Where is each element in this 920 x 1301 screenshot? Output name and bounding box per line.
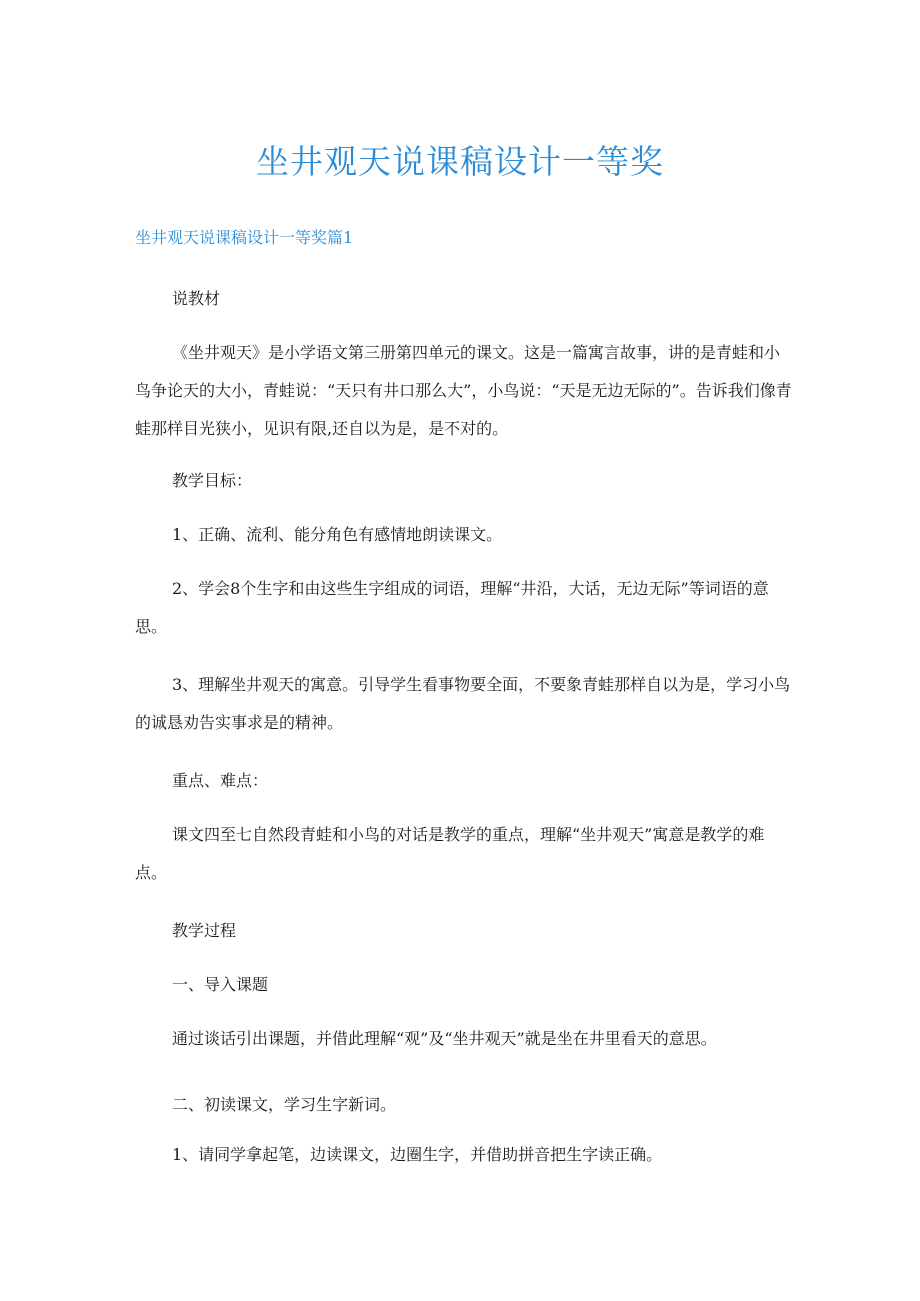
paragraph: 一、导入课题 <box>172 975 269 994</box>
paragraph: 1、正确、流利、能分角色有感情地朗读课文。 <box>172 525 503 544</box>
paragraph: 重点、难点： <box>172 771 269 790</box>
paragraph: 通过谈话引出课题，并借此理解“观”及“坐井观天”就是坐在井里看天的意思。 <box>172 1029 717 1048</box>
page-title: 坐井观天说课稿设计一等奖 <box>256 142 664 181</box>
paragraph: 1、请同学拿起笔，边读课文，边圈生字，并借助拼音把生字读正确。 <box>172 1145 663 1164</box>
paragraph: 3、理解坐井观天的寓意。引导学生看事物要全面，不要象青蛙那样自以为是，学习小鸟的诚恳劝告实事求是的精神。 <box>135 675 791 732</box>
paragraph: 《坐井观天》是小学语文第三册第四单元的课文。这是一篇寓言故事，讲的是青蛙和小鸟争论天的大小，青蛙说：“天只有井口那么大”，小鸟说：“天是无边无际的”。告诉我们像青蛙那样目光狭小，见识有限,还自以为是，是不对的。 <box>135 343 792 438</box>
paragraph: 课文四至七自然段青蛙和小鸟的对话是教学的重点，理解“坐井观天”寓意是教学的难点。 <box>135 825 765 882</box>
paragraph: 2、学会8个生字和由这些生字组成的词语，理解“井沿，大话，无边无际”等词语的意思。 <box>135 579 769 636</box>
paragraph: 说教材 <box>172 289 221 308</box>
paragraph: 教学过程 <box>172 921 237 940</box>
paragraph: 教学目标： <box>172 471 253 490</box>
paragraph: 二、初读课文，学习生字新词。 <box>172 1095 397 1114</box>
section-heading: 坐井观天说课稿设计一等奖篇1 <box>135 228 354 247</box>
